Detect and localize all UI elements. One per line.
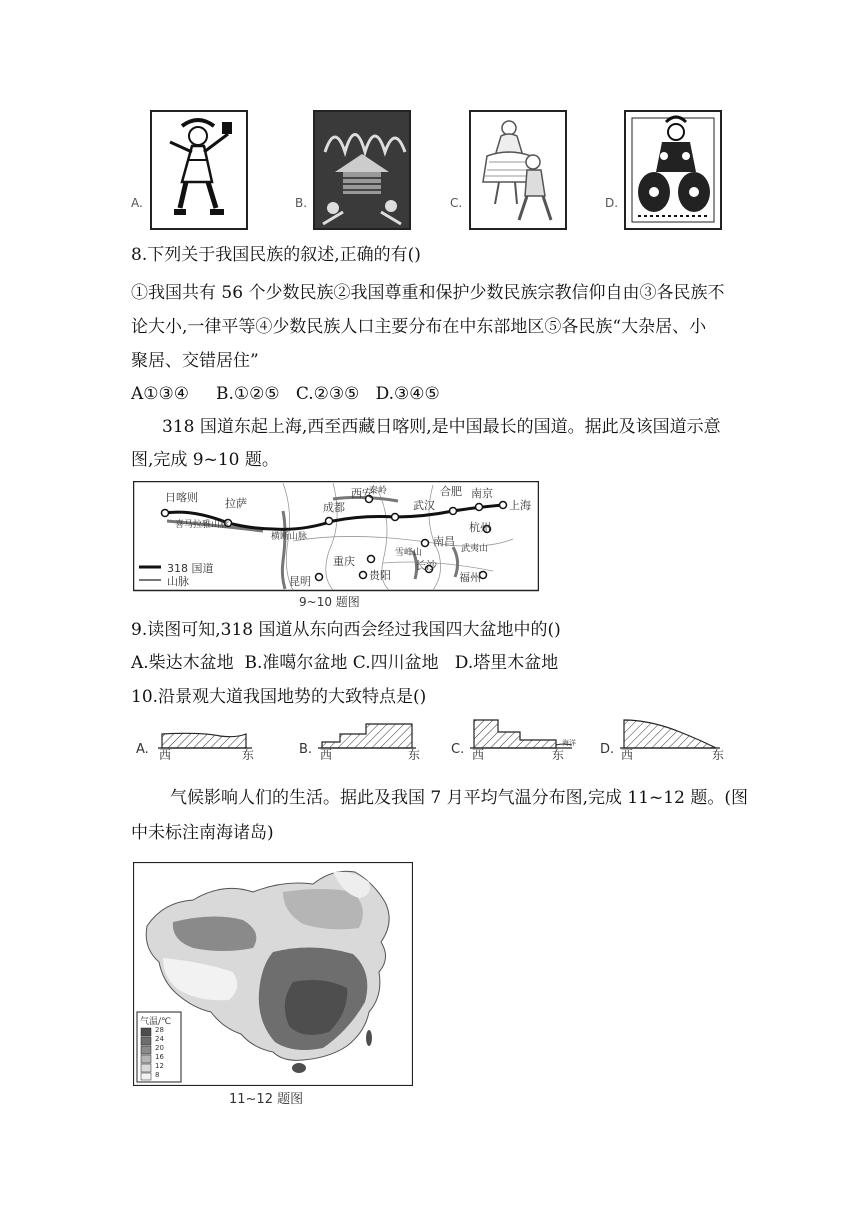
mountain-himalaya-label: 喜马拉雅山脉 — [175, 520, 230, 530]
profile-d-east: 东 — [712, 748, 725, 762]
temp-legend-value-24: 24 — [155, 1035, 164, 1043]
option-label-b: B. — [295, 196, 308, 210]
ethnic-dance-image-c[interactable] — [469, 110, 567, 230]
temp-map-caption: 11~12 题图 — [229, 1092, 304, 1107]
city-nanjing: 南京 — [471, 487, 493, 500]
temp-legend-value-12: 12 — [155, 1062, 164, 1070]
mountain-hengduan-label: 横断山脉 — [271, 532, 308, 542]
profile-d-letter: D. — [600, 742, 615, 757]
profile-a-east: 东 — [242, 748, 255, 762]
q8-statement-line-3: 聚居、交错居住” — [131, 351, 259, 371]
profile-b[interactable] — [318, 724, 416, 748]
temperature-map-drawing — [133, 862, 413, 1086]
city-lasa: 拉萨 — [225, 497, 247, 510]
city-shanghai: 上海 — [509, 499, 531, 512]
q10-stem: 10.沿景观大道我国地势的大致特点是() — [131, 687, 427, 707]
profile-b-letter: B. — [299, 742, 313, 757]
option-label-d: D. — [605, 196, 619, 210]
profile-c-east: 东 — [552, 748, 565, 762]
q8-statement-line-2: 论大小,一律平等④少数民族人口主要分布在中东部地区⑤各民族“大杂居、小 — [131, 317, 707, 337]
city-guiyang: 贵阳 — [369, 569, 391, 582]
option-label-c: C. — [450, 196, 463, 210]
ethnic-dance-image-a[interactable] — [150, 110, 248, 230]
legend-road-label: 318 国道 — [167, 562, 214, 575]
city-kunming: 昆明 — [289, 575, 311, 588]
profile-a[interactable] — [158, 733, 252, 748]
profile-c-sea: 海洋 — [562, 739, 576, 747]
profile-a-west: 西 — [159, 748, 172, 762]
dancing-couple-figure-c — [471, 112, 565, 228]
ethnic-dance-image-d[interactable] — [624, 110, 722, 230]
intro-11-12-line-1: 气候影响人们的生活。据此及我国 7 月平均气温分布图,完成 11~12 题。(图 — [170, 788, 748, 808]
papercut-village-figure-b — [315, 112, 409, 228]
option-label-a: A. — [131, 196, 143, 210]
profile-c-west: 西 — [472, 748, 485, 762]
ethnic-dance-image-b[interactable] — [313, 110, 411, 230]
mountain-xuefeng-label: 雪峰山 — [395, 548, 423, 558]
profile-c[interactable] — [470, 720, 572, 748]
profile-d-west: 西 — [621, 748, 634, 762]
profile-d[interactable] — [620, 720, 720, 748]
profile-a-letter: A. — [136, 742, 149, 757]
city-rikaze: 日喀则 — [165, 491, 198, 504]
city-hangzhou: 杭州 — [469, 521, 491, 534]
legend-mountain-label: 山脉 — [167, 575, 189, 588]
temp-legend-value-20: 20 — [155, 1044, 164, 1052]
q9-options[interactable]: A.柴达木盆地 B.准噶尔盆地 C.四川盆地 D.塔里木盆地 — [131, 653, 559, 673]
q8-stem: 8.下列关于我国民族的叙述,正确的有() — [131, 245, 421, 265]
temp-legend-value-8: 8 — [155, 1071, 160, 1079]
city-wuhan: 武汉 — [413, 499, 435, 512]
q9-stem: 9.读图可知,318 国道从东向西会经过我国四大盆地中的() — [131, 620, 561, 640]
route-map-caption: 9~10 题图 — [299, 595, 360, 609]
terrain-profile-drawings — [0, 712, 860, 768]
city-hefei: 合肥 — [440, 485, 462, 498]
city-nanchang: 南昌 — [433, 535, 455, 548]
city-changsha: 长沙 — [415, 559, 437, 572]
city-fuzhou: 福州 — [459, 571, 481, 584]
temp-legend-value-16: 16 — [155, 1053, 164, 1061]
papercut-dancers-figure-d — [626, 112, 720, 228]
q8-statement-line-1: ①我国共有 56 个少数民族②我国尊重和保护少数民族宗教信仰自由③各民族不 — [131, 283, 725, 303]
mountain-qinling-label: 秦岭 — [369, 486, 388, 496]
city-chongqing: 重庆 — [333, 555, 355, 568]
temp-legend-title: 气温/℃ — [140, 1017, 172, 1027]
intro-9-10-line-2: 图,完成 9~10 题。 — [131, 450, 279, 470]
profile-b-west: 西 — [320, 748, 333, 762]
intro-11-12-line-2: 中未标注南海诸岛) — [131, 823, 274, 843]
route-318-map — [133, 481, 539, 611]
profile-b-east: 东 — [408, 748, 421, 762]
city-chengdu: 成都 — [323, 501, 345, 514]
q8-options[interactable]: A①③④ B.①②⑤ C.②③⑤ D.③④⑤ — [131, 384, 440, 404]
mountain-wuyi-label: 武夷山 — [461, 544, 489, 554]
profile-c-letter: C. — [451, 742, 465, 757]
temp-legend-value-28: 28 — [155, 1026, 164, 1034]
july-temperature-map — [133, 862, 413, 1110]
intro-9-10-line-1: 318 国道东起上海,西至西藏日喀则,是中国最长的国道。据此及该国道示意 — [162, 417, 721, 437]
city-xian: 西安 — [351, 487, 373, 500]
dancer-figure-a — [152, 112, 246, 228]
